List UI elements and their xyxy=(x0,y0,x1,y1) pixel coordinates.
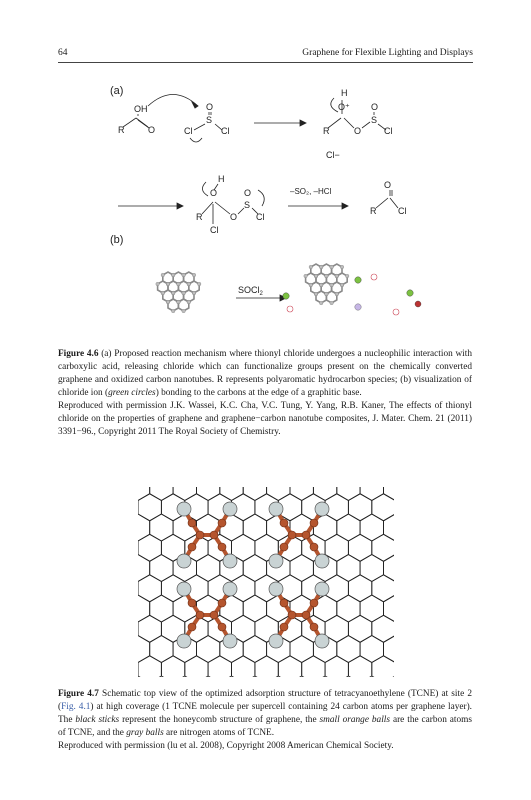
flake-carbon-atom xyxy=(335,274,339,278)
tcne-carbon-atom xyxy=(218,519,226,527)
flake-carbon-atom xyxy=(182,291,186,295)
figure-4-6-caption: Figure 4.6 (a) Proposed reaction mechanism where thionyl chloride undergoes a nucleophilic interaction with carboxylic acid, releasing chloride which can functionalize groups present on the chemically converted graphene and oxidized carbon nanotubes. R represents polyaromatic hydrocarbon species; (b) visualization of chloride ion (green circles) bonding to the carbons at the edge of a graphitic base. Reproduced with permission J.K. Wassei, K.C. Cha, V.C. Tung, Y. Yang, R.B. Kaner, The effects of thionyl chloride on the properties of graphene and graphene−carbon nanotube composites, J. Mater. Chem. 21 (2011) 3391−96., Copyright 2011 The Royal Society of Chemistry. xyxy=(58,349,472,437)
flake-carbon-atom xyxy=(192,273,196,277)
hexagon-cell xyxy=(138,514,150,541)
hexagon-cell xyxy=(243,555,266,582)
hexagon-cell xyxy=(372,656,394,677)
atom-o3: O xyxy=(354,126,362,136)
atom-o4: O xyxy=(371,102,379,112)
figure-4-7-label: Figure 4.7 xyxy=(58,689,99,699)
hexagon-cell xyxy=(290,555,313,582)
hexagon-cell xyxy=(138,636,150,663)
graphene-flake-right xyxy=(304,264,349,305)
flake-carbon-atom xyxy=(182,273,186,277)
flake-carbon-atom xyxy=(187,282,191,286)
hexagon-cell xyxy=(267,487,290,501)
atom-h1: H xyxy=(341,88,348,98)
tcne-nitrogen-atom xyxy=(269,582,283,596)
hexagon-cell xyxy=(313,487,336,501)
atom-oh: OH xyxy=(134,104,148,114)
hexagon-cell xyxy=(232,656,255,677)
atom-o5: O xyxy=(210,188,218,198)
atom-cl3: Cl xyxy=(384,126,393,136)
hexagon-cell xyxy=(197,487,220,501)
hexagon-cell xyxy=(290,487,313,501)
figure-4-7-reproduction: Reproduced with permission (lu et al. 2008), Copyright 2008 American Chemical Society. xyxy=(58,741,394,751)
flake-carbon-atom xyxy=(330,265,334,269)
tcne-nitrogen-atom xyxy=(177,554,191,568)
hexagon-cell xyxy=(290,636,313,663)
tcne-nitrogen-atom xyxy=(269,502,283,516)
reagent-label: SOCl$_2$ xyxy=(238,285,263,297)
atom-o1: O xyxy=(148,125,156,135)
hexagon-cell xyxy=(360,487,383,501)
tcne-carbon-atom xyxy=(196,611,204,619)
flake-carbon-atom xyxy=(192,291,196,295)
flake-carbon-atom xyxy=(197,282,201,286)
tcne-carbon-atom xyxy=(310,623,318,631)
hexagon-cell xyxy=(138,656,161,677)
hexagon-cell xyxy=(348,615,371,642)
tcne-molecules xyxy=(177,502,329,648)
flake-carbon-atom xyxy=(325,274,329,278)
tcne-carbon-atom xyxy=(310,599,318,607)
tcne-nitrogen-atom xyxy=(315,554,329,568)
tcne-nitrogen-atom xyxy=(223,634,237,648)
flake-carbon-atom xyxy=(177,300,181,304)
flake-carbon-atom xyxy=(171,309,175,313)
hexagon-cell xyxy=(243,487,266,501)
flake-carbon-atom xyxy=(161,291,165,295)
tcne-carbon-atom xyxy=(288,611,296,619)
hexagon-cell xyxy=(360,555,383,582)
figure-4-6-diagram xyxy=(58,78,472,328)
tcne-carbon-atom xyxy=(218,599,226,607)
figure-4-7-diagram xyxy=(138,487,394,677)
tcne-nitrogen-atom xyxy=(315,502,329,516)
tcne-nitrogen-atom xyxy=(177,634,191,648)
elimination-label: –SO₂, –HCl xyxy=(290,187,332,196)
hexagon-cell xyxy=(325,656,348,677)
panel-b-label: (b) xyxy=(110,234,124,246)
running-title: Graphene for Flexible Lighting and Displays xyxy=(302,48,473,58)
panel-a-label: (a) xyxy=(110,85,124,97)
tcne-carbon-atom xyxy=(188,543,196,551)
hexagon-cell xyxy=(138,494,161,521)
tcne-nitrogen-atom xyxy=(177,502,191,516)
hexagon-cell xyxy=(197,555,220,582)
tcne-carbon-atom xyxy=(218,623,226,631)
tcne-nitrogen-atom xyxy=(223,502,237,516)
hexagon-cell xyxy=(325,534,348,561)
atom-h2: H xyxy=(218,174,225,184)
hexagon-cell xyxy=(150,514,173,541)
figure-4-6-reproduction: Reproduced with permission J.K. Wassei, K.C. Cha, V.C. Tung, Y. Yang, R.B. Kaner, The effects of thionyl chloride on the properties of graphene and graphene−carbon nanotube composites, J. Mater. Chem. 21 (2011) 3391−96., Copyright 2011 The Royal Society of Chemistry. xyxy=(58,401,472,437)
tcne-carbon-atom xyxy=(302,611,310,619)
flake-carbon-atom xyxy=(304,274,308,278)
graphene-honeycomb xyxy=(138,487,394,677)
tcne-carbon-atom xyxy=(280,543,288,551)
flake-carbon-atom xyxy=(309,265,313,269)
flake-carbon-atom xyxy=(171,273,175,277)
atom-cl5: Cl xyxy=(256,212,265,222)
hexagon-cell xyxy=(337,487,360,501)
hexagon-cell xyxy=(150,595,173,622)
atom-cl1: Cl xyxy=(184,126,193,136)
atom-o2: O xyxy=(206,102,214,112)
figure-4-6-label: Figure 4.6 xyxy=(58,349,99,359)
atom-r1: R xyxy=(118,125,125,135)
hexagon-cell xyxy=(337,514,360,541)
tcne-nitrogen-atom xyxy=(269,634,283,648)
tcne-nitrogen-atom xyxy=(315,634,329,648)
atom-s1: S xyxy=(206,115,213,125)
tcne-nitrogen-atom xyxy=(177,582,191,596)
hexagon-cell xyxy=(208,656,231,677)
hexagon-cell xyxy=(360,636,383,663)
flake-carbon-atom xyxy=(309,283,313,287)
hexagon-cell xyxy=(360,595,383,622)
tcne-carbon-atom xyxy=(188,519,196,527)
flake-carbon-atom xyxy=(325,292,329,296)
hexagon-cell xyxy=(150,636,173,663)
flake-carbon-atom xyxy=(340,265,344,269)
page-number: 64 xyxy=(58,48,68,58)
tcne-carbon-atom xyxy=(210,611,218,619)
atom-cl2: Cl xyxy=(221,126,230,136)
atom-s2: S xyxy=(371,115,378,125)
flake-carbon-atom xyxy=(166,300,170,304)
tcne-nitrogen-atom xyxy=(223,582,237,596)
hexagon-cell xyxy=(348,575,371,602)
hexagon-cell xyxy=(337,636,360,663)
atom-cl4: Cl xyxy=(210,225,219,235)
hexagon-cell xyxy=(302,656,325,677)
tcne-carbon-atom xyxy=(280,519,288,527)
atom-o7: O xyxy=(244,188,252,198)
graphene-flake-left xyxy=(156,272,201,313)
flake-carbon-atom xyxy=(161,273,165,277)
hexagon-cell xyxy=(185,656,208,677)
atom-r2: R xyxy=(323,126,330,136)
atom-cl6: Cl xyxy=(398,206,407,216)
figure-4-1-link[interactable]: Fig. 4.1 xyxy=(61,702,91,712)
hexagon-cell xyxy=(138,555,150,582)
flake-carbon-atom xyxy=(330,301,334,305)
tcne-nitrogen-atom xyxy=(223,554,237,568)
flake-carbon-atom xyxy=(166,282,170,286)
tcne-carbon-atom xyxy=(196,531,204,539)
flake-carbon-atom xyxy=(330,283,334,287)
flake-carbon-atom xyxy=(187,300,191,304)
flake-carbon-atom xyxy=(345,274,349,278)
flake-carbon-atom xyxy=(314,292,318,296)
hexagon-cell xyxy=(337,555,360,582)
tcne-carbon-atom xyxy=(310,519,318,527)
hexagon-cell xyxy=(348,656,371,677)
flake-carbon-atom xyxy=(156,282,160,286)
hexagon-cell xyxy=(150,487,173,501)
atom-o-plus: O⁺ xyxy=(338,102,350,112)
figure-4-7-caption: Figure 4.7 Schematic top view of the optimized adsorption structure of tetracyanoethylene (TCNE) at site 2 (Fig. 4.1) at high coverage (1 TCNE molecule per supercell containing 24 carbon atoms per graphene layer). The black sticks represent the honeycomb structure of graphene, the small orange balls are the carbon atoms of TCNE, and the gray balls are nitrogen atoms of TCNE. Reproduced with permission (lu et al. 2008), Copyright 2008 American Chemical Society. xyxy=(58,689,473,751)
flake-carbon-atom xyxy=(340,283,344,287)
flake-carbon-atom xyxy=(171,291,175,295)
atom-o6: O xyxy=(230,212,238,222)
flake-carbon-atom xyxy=(182,309,186,313)
tcne-carbon-atom xyxy=(218,543,226,551)
hexagon-cell xyxy=(243,514,266,541)
hexagon-cell xyxy=(360,514,383,541)
hexagon-cell xyxy=(138,615,161,642)
atom-cl-minus: Cl− xyxy=(326,150,340,160)
tcne-carbon-atom xyxy=(280,599,288,607)
atom-s3: S xyxy=(244,200,251,210)
hexagon-cell xyxy=(220,487,243,501)
atom-r4: R xyxy=(370,206,377,216)
hexagon-cell xyxy=(243,595,266,622)
tcne-carbon-atom xyxy=(280,623,288,631)
hexagon-cell xyxy=(138,487,150,501)
hexagon-cell xyxy=(138,534,161,561)
flake-carbon-atom xyxy=(335,292,339,296)
hexagon-cell xyxy=(348,494,371,521)
hexagon-cell xyxy=(161,656,184,677)
tcne-carbon-atom xyxy=(188,623,196,631)
tcne-nitrogen-atom xyxy=(269,554,283,568)
running-header xyxy=(58,46,473,63)
hexagon-cell xyxy=(278,656,301,677)
flake-carbon-atom xyxy=(319,283,323,287)
hexagon-cell xyxy=(243,636,266,663)
hexagon-cell xyxy=(138,595,150,622)
flake-carbon-atom xyxy=(177,282,181,286)
atom-r3: R xyxy=(196,212,203,222)
chloride-ions xyxy=(283,274,421,315)
hexagon-cell xyxy=(255,656,278,677)
flake-carbon-atom xyxy=(319,265,323,269)
atom-o8: O xyxy=(384,180,392,190)
tcne-carbon-atom xyxy=(210,531,218,539)
tcne-carbon-atom xyxy=(310,543,318,551)
tcne-nitrogen-atom xyxy=(315,582,329,596)
tcne-carbon-atom xyxy=(288,531,296,539)
hexagon-cell xyxy=(173,487,196,501)
flake-carbon-atom xyxy=(314,274,318,278)
hexagon-cell xyxy=(337,595,360,622)
hexagon-cell xyxy=(138,575,161,602)
tcne-carbon-atom xyxy=(302,531,310,539)
hexagon-cell xyxy=(197,636,220,663)
hexagon-cell xyxy=(348,534,371,561)
tcne-carbon-atom xyxy=(188,599,196,607)
hexagon-cell xyxy=(150,555,173,582)
flake-carbon-atom xyxy=(319,301,323,305)
